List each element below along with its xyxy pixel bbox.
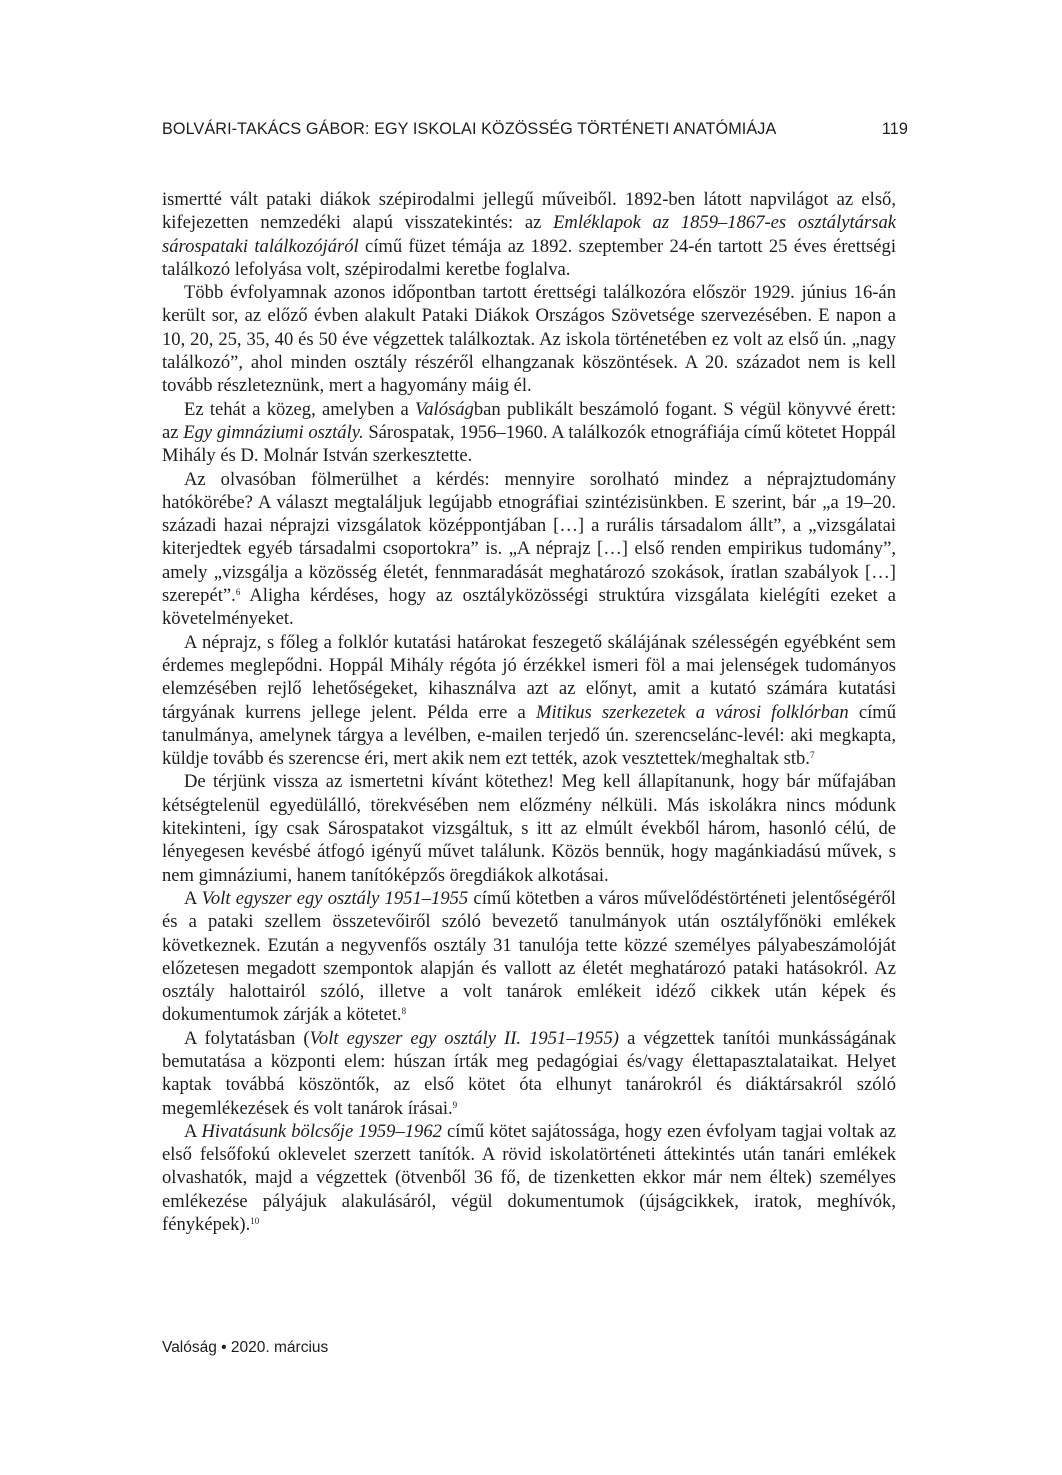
text-run: című füzet témája az 1892. szeptember 24-én tartott 25 éves érettségi találkozó lefolyása volt, szépirodalmi keretbe foglalva. xyxy=(162,235,896,280)
text-run: ismertté vált pataki diákok szépirodalmi jellegű műveiből. 1892-ben látott napvilágot az első, kifejezetten nemzedéki alapú visszatekintés: az xyxy=(162,189,896,234)
footnote-ref: 6 xyxy=(235,587,241,598)
text-run: A xyxy=(184,887,202,909)
footnote-ref: 10 xyxy=(250,1216,260,1227)
paragraph-3 xyxy=(162,398,896,468)
journal-title: Valóság xyxy=(414,398,474,420)
paragraph-9 xyxy=(162,1120,896,1236)
text-run: című tanulmánya, amelynek tárgya a levélben, e-mailen terjedő ún. szerencselánc-levél: aki megkapta, küldje tovább és szerencse éri, mert akik nem ezt tették, azok vesztettek/meghaltak stb. xyxy=(162,701,896,770)
article-body xyxy=(162,188,896,1236)
text-run: Sárospatak, 1956–1960. A találkozók etnográfiája című kötetet Hoppál Mihály és D. Molnár István szerkesztette. xyxy=(162,421,897,467)
book-title: Hivatásunk bölcsője 1959–1962 xyxy=(201,1120,442,1142)
paragraph-5 xyxy=(162,631,896,771)
text-run: Az olvasóban fölmerülhet a kérdés: mennyire sorolható mindez a néprajztudomány hatókörébe? A választ megtaláljuk legújabb etnográfiai szintézisünkben. E szerint, bár „a 19–20. századi hazai néprajzi vizsgálatok középpontjában […] a rurális társadalom állt”, a „vizsgálatai kiterjedtek egyéb társadalmi csoportokra” is. „A néprajz […] első renden empirikus tudomány”, amely „vizsgálja a közösség életét, fennmaradását meghatározó szokások, íratlan szabályok […] szerepét”. xyxy=(162,468,896,607)
page-footer xyxy=(162,1339,328,1357)
text-run: Aligha kérdéses, hogy az osztályközösségi struktúra vizsgálata kielégíti ezeket a követelményeket. xyxy=(162,585,896,630)
book-title: Egy gimnáziumi osztály. xyxy=(183,421,364,443)
text-run: A folytatásban ( xyxy=(184,1027,310,1049)
text-run: című kötet sajátossága, hogy ezen évfolyam tagjai voltak az első felsőfokú oklevelet szerzett tanítók. A rövid iskolatörténeti áttekintés után tanári emlékek olvashatók, majd a végzettek (ötvenből 36 fő, de tizenketten ekkor már nem éltek) személyes emlékezése pályájuk alakulásáról, végül dokumentumok (újságcikkek, iratok, meghívók, fényképek). xyxy=(162,1120,896,1236)
text-run: a végzettek tanítói munkásságának bemutatása a központi elem: húszan írták meg pedagógiai és/vagy élettapasztalataikat. Helyet kaptak továbbá köszöntők, az első kötet óta elhunyt tanárokról és diáktársakról szóló megemlékezések és volt tanárok írásai. xyxy=(162,1027,896,1119)
paragraph-6 xyxy=(162,770,896,886)
running-title: BOLVÁRI-TAKÁCS GÁBOR: EGY ISKOLAI KÖZÖSSÉG TÖRTÉNETI ANATÓMIÁJA xyxy=(162,120,777,138)
book-title: Volt egyszer egy osztály II. 1951–1955) xyxy=(309,1027,619,1049)
study-title: Mitikus szerkezetek a városi folklórban xyxy=(535,701,849,723)
text-run: A xyxy=(184,1120,202,1142)
journal-issue: Valóság • 2020. március xyxy=(162,1339,329,1356)
text-run: Ez tehát a közeg, amelyben a xyxy=(184,398,415,420)
paragraph-2 xyxy=(162,281,896,397)
footnote-ref: 7 xyxy=(809,750,815,761)
text-run: A néprajz, s főleg a folklór kutatási határokat feszegető skálájának szélességén egyébként sem érdemes meglepődni. Hoppál Mihály régóta jó érzékkel ismeri föl a mai jelenségek tudományos elemzésében rejlő lehetőségeket, kihasználva azt az előnyt, amit a kutató számára kutatási tárgyának kurrens jellege jelent. Példa erre a xyxy=(162,631,896,723)
book-title: Volt egyszer egy osztály 1951–1955 xyxy=(201,887,469,909)
page-number: 119 xyxy=(881,120,908,138)
paragraph-1 xyxy=(162,188,896,281)
text-run: De térjünk vissza az ismertetni kívánt kötethez! Meg kell állapítanunk, hogy bár műfajában kétségtelenül egyedülálló, törekvésében nem előzmény nélküli. Más iskolákra nincs módunk kitekinteni, így csak Sárospatakot vizsgáltuk, s itt az elmúlt évekből három, hasonló célú, de lényegesen kevésbé átfogó igényű művet találunk. Közös bennük, hogy magánkiadású művek, s nem gimnáziumi, hanem tanítóképzős öregdiákok alkotásai. xyxy=(162,771,896,886)
paragraph-4 xyxy=(162,468,896,631)
footnote-ref: 9 xyxy=(452,1099,458,1110)
text-run: című kötetben a város művelődéstörténeti jelentőségéről és a pataki szellem összetevőiről szóló bevezető tanulmányok után osztályfőnöki emlékek következnek. Ezután a negyvenfős osztály 31 tanulója tette közzé személyes pályabeszámolóját előzetesen megadott szempontok alapján és vallott az életét meghatározó pataki hatásokról. Az osztály halottairól szóló, illetve a volt tanárok emlékeit idéző cikkek után képek és dokumentumok zárják a kötetet. xyxy=(162,887,896,1026)
paragraph-7 xyxy=(162,887,896,1027)
text-run: Több évfolyamnak azonos időpontban tartott érettségi találkozóra először 1929. június 16-án került sor, az előző évben alakult Pataki Diákok Országos Szövetsége szervezésében. E napon a 10, 20, 25, 35, 40 és 50 éve végzettek találkoztak. Az iskola történetében ez volt az első ún. „nagy találkozó”, ahol minden osztály részéről elhangzanak köszöntések. A 20. századot nem is kell tovább részleteznünk, mert a hagyomány máig él. xyxy=(162,282,896,397)
paragraph-8 xyxy=(162,1027,896,1120)
footnote-ref: 8 xyxy=(401,1006,407,1017)
text-run: ban publikált beszámoló fogant. S végül könyvvé érett: az xyxy=(162,398,896,443)
book-title: Emléklapok az 1859–1867-es osztálytársak sárospataki találkozójáról xyxy=(162,212,897,257)
running-head xyxy=(162,120,908,144)
